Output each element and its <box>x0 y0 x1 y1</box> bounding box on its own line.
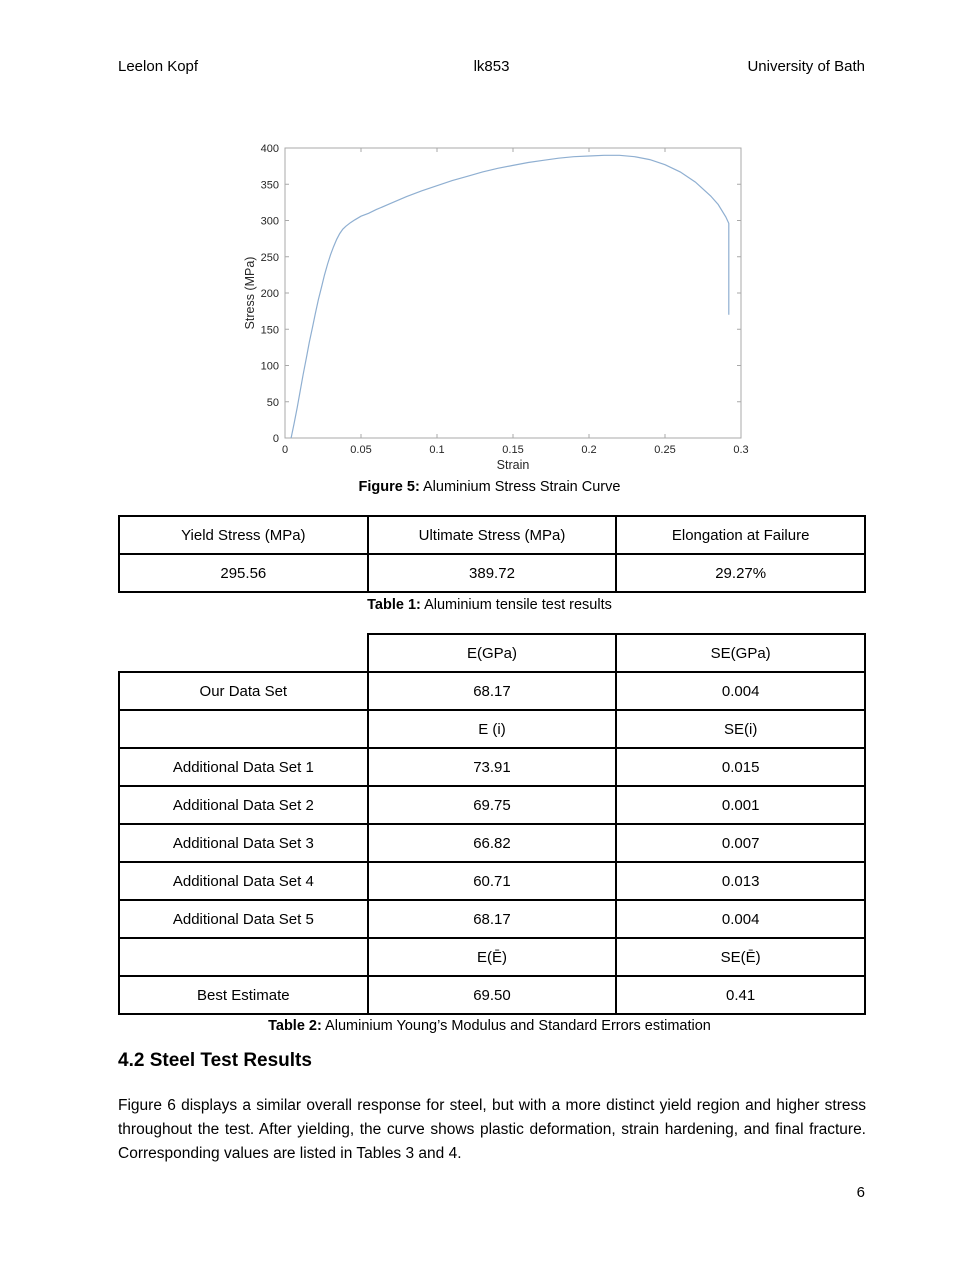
table-cell: 60.71 <box>368 862 617 900</box>
page-number: 6 <box>856 1184 865 1201</box>
table-cell: SE(i) <box>616 710 865 748</box>
x-tick-label: 0 <box>281 444 289 456</box>
table-cell: 0.001 <box>616 786 865 824</box>
table-cell: Additional Data Set 3 <box>119 824 368 862</box>
table-cell <box>119 634 368 672</box>
table-cell: 69.50 <box>368 976 617 1014</box>
figure-caption-text: Aluminium Stress Strain Curve <box>419 479 621 495</box>
table1-caption-text: Aluminium tensile test results <box>420 597 612 613</box>
y-tick-label: 400 <box>260 143 279 155</box>
table-row <box>119 938 865 976</box>
table-cell: Additional Data Set 5 <box>119 900 368 938</box>
table-cell: E(GPa) <box>368 634 617 672</box>
table-cell: Elongation at Failure <box>616 516 865 554</box>
table-cell: 295.56 <box>119 554 368 592</box>
table-cell: 73.91 <box>368 748 617 786</box>
stress-strain-line <box>291 155 729 438</box>
table-row <box>119 862 865 900</box>
chart-canvas <box>240 140 756 475</box>
table-row <box>119 672 865 710</box>
table2-caption-text: Aluminium Young’s Modulus and Standard Errors estimation <box>321 1018 711 1034</box>
table-row <box>119 900 865 938</box>
x-tick-label: 0.25 <box>654 444 676 456</box>
table-cell <box>119 938 368 976</box>
table-cell: 68.17 <box>368 672 617 710</box>
table-row <box>119 516 865 554</box>
section-heading: 4.2 Steel Test Results <box>118 1050 312 1071</box>
table-cell: 389.72 <box>368 554 617 592</box>
table-row <box>119 554 865 592</box>
table-cell: Additional Data Set 1 <box>119 748 368 786</box>
y-tick-label: 350 <box>260 179 279 192</box>
header-author: Leelon Kopf <box>118 58 199 75</box>
plot-box <box>285 148 741 438</box>
table-cell: SE(GPa) <box>616 634 865 672</box>
table-cell: Our Data Set <box>119 672 368 710</box>
header-institution: University of Bath <box>747 58 865 75</box>
table-cell: SE(Ē) <box>616 938 865 976</box>
table-cell <box>119 710 368 748</box>
table-cell: 0.41 <box>616 976 865 1014</box>
table-cell: 0.004 <box>616 900 865 938</box>
header-username: lk853 <box>473 58 510 75</box>
table-row <box>119 786 865 824</box>
table-cell: E (i) <box>368 710 617 748</box>
table-row <box>119 710 865 748</box>
table1-caption-label: Table 1: <box>367 597 421 613</box>
table-cell: 0.007 <box>616 824 865 862</box>
table-cell: Additional Data Set 4 <box>119 862 368 900</box>
x-tick-label: 0.05 <box>350 444 372 456</box>
table-cell: 0.015 <box>616 748 865 786</box>
table-row <box>119 824 865 862</box>
y-tick-label: 150 <box>260 324 279 337</box>
table-cell: E(Ē) <box>368 938 617 976</box>
table-cell: Additional Data Set 2 <box>119 786 368 824</box>
table-row <box>119 634 865 672</box>
table-cell: 0.004 <box>616 672 865 710</box>
page-header <box>118 58 865 75</box>
figure-caption-label: Figure 5: <box>358 479 420 495</box>
x-tick-label: 0.2 <box>581 444 597 456</box>
y-tick-label: 50 <box>266 396 279 409</box>
y-axis-label: Stress (MPa) <box>243 256 257 330</box>
body-paragraph: Figure 6 displays a similar overall response for steel, but with a more distinct yield region and higher stress throughout the test. After yielding, the curve shows plastic deformation, strain hardening, and final fracture. Corresponding values are listed in Tables 3 and 4. <box>118 1097 866 1162</box>
table-cell: 0.013 <box>616 862 865 900</box>
x-tick-label: 0.15 <box>502 444 524 456</box>
table-row <box>119 976 865 1014</box>
y-tick-label: 250 <box>260 251 279 264</box>
table-cell: Best Estimate <box>119 976 368 1014</box>
youngs-modulus-table <box>118 633 866 1015</box>
y-tick-label: 200 <box>260 288 279 300</box>
table-cell: 66.82 <box>368 824 617 862</box>
table1-caption <box>0 597 979 613</box>
table2-caption <box>0 1018 979 1034</box>
y-tick-label: 300 <box>260 215 279 228</box>
table-cell: 69.75 <box>368 786 617 824</box>
table-cell: Yield Stress (MPa) <box>119 516 368 554</box>
stress-strain-chart <box>240 140 756 475</box>
table-cell: Ultimate Stress (MPa) <box>368 516 617 554</box>
y-tick-label: 0 <box>272 433 279 445</box>
tensile-results-table <box>118 515 866 593</box>
x-axis-label: Strain <box>496 458 530 472</box>
table-cell: 68.17 <box>368 900 617 938</box>
x-tick-label: 0.1 <box>429 444 445 456</box>
x-tick-label: 0.3 <box>733 444 749 456</box>
table-cell: 29.27% <box>616 554 865 592</box>
y-tick-label: 100 <box>260 360 279 373</box>
table2-caption-label: Table 2: <box>268 1018 322 1034</box>
figure-caption <box>0 479 979 495</box>
table-row <box>119 748 865 786</box>
